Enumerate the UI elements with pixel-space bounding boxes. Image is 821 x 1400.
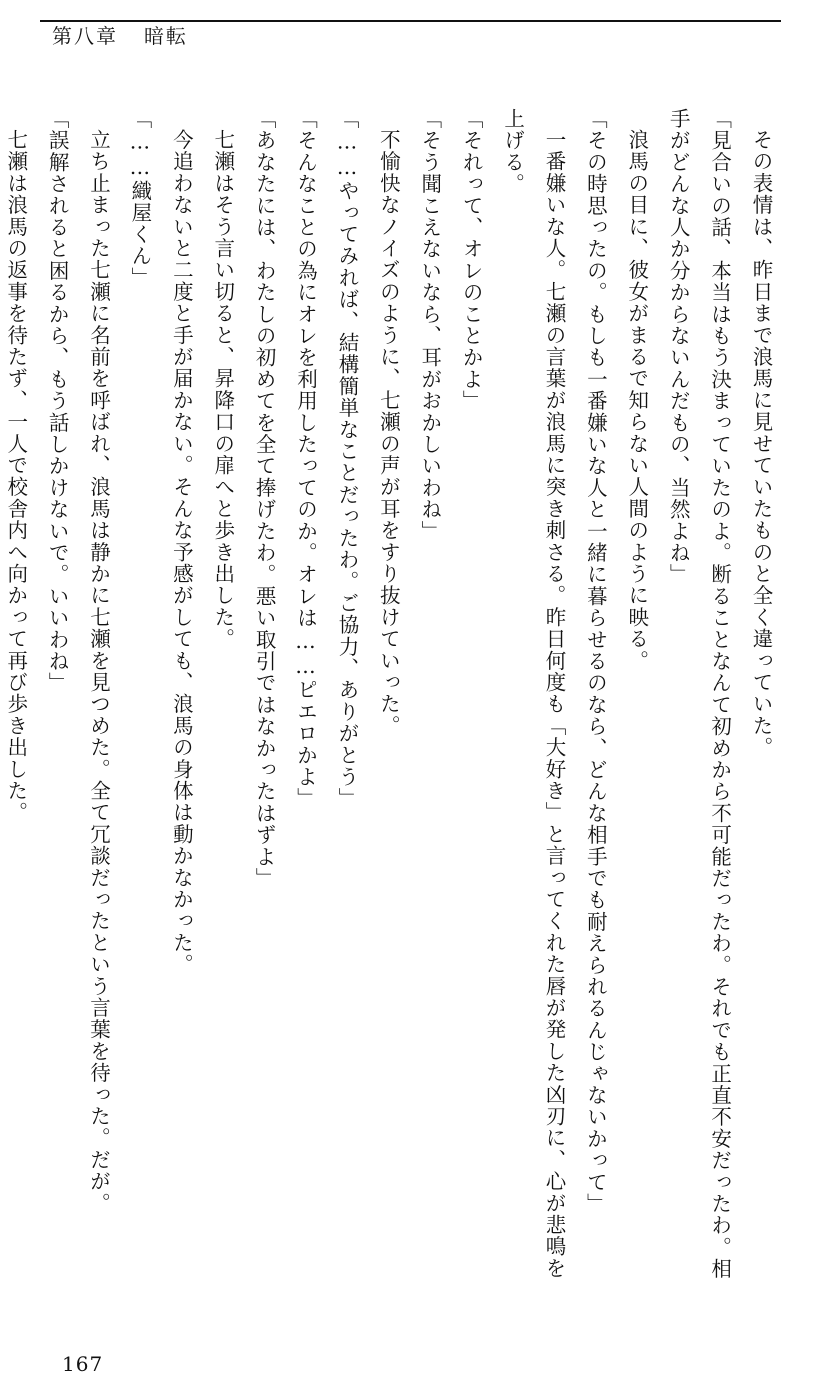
chapter-number: 第八章	[52, 24, 118, 48]
chapter-heading	[52, 24, 188, 48]
body-text	[3, 108, 781, 1298]
chapter-title: 暗転	[144, 24, 188, 48]
paragraph: 「見合いの話、本当はもう決まっていたのよ。断ることなんて初めから不可能だったわ。それでも正直不安だったわ。相手がどんな人か分からないんだもの、当然よね」	[666, 108, 732, 1280]
paragraph: 立ち止まった七瀬に名前を呼ばれ、浪馬は静かに七瀬を見つめた。全て冗談だったという言葉を待った。だが。	[86, 128, 111, 1214]
paragraph: 七瀬は浪馬の返事を待たず、一人で校舎内へ向かって再び歩き出した。	[3, 128, 28, 823]
paragraph: 「あなたには、わたしの初めてを全て捧げたわ。悪い取引ではなかったはずよ」	[252, 108, 277, 890]
paragraph: 今追わないと二度と手が届かない。そんな予感がしても、浪馬の身体は動かなかった。	[169, 128, 194, 975]
header-divider	[40, 20, 781, 22]
paragraph: 「その時思ったの。もしも一番嫌いな人と一緒に暮らせるのなら、どんな相手でも耐えられるんじゃないかって」	[583, 108, 608, 1215]
paragraph: 「そう聞こえないなら、耳がおかしいわね」	[417, 108, 442, 542]
paragraph: 浪馬の目に、彼女がまるで知らない人間のように映る。	[624, 128, 649, 671]
paragraph: 「それって、オレのことかよ」	[459, 108, 484, 412]
paragraph: 「……織屋くん」	[127, 108, 152, 289]
paragraph: 「誤解されると困るから、もう話しかけないで。いいわね」	[45, 108, 70, 694]
paragraph: 七瀬はそう言い切ると、昇降口の扉へと歩き出した。	[210, 128, 235, 650]
page-number: 167	[62, 1352, 104, 1376]
paragraph: 「そんなことの為にオレを利用したってのか。オレは……ピエロかよ」	[293, 108, 318, 810]
paragraph: 一番嫌いな人。七瀬の言葉が浪馬に突き刺さる。昨日何度も「大好き」と言ってくれた唇が発した凶刃に、心が悲鳴を上げる。	[500, 108, 566, 1279]
paragraph: 「……やってみれば、結構簡単なことだったわ。ご協力、ありがとう」	[334, 108, 359, 810]
paragraph: 不愉快なノイズのように、七瀬の声が耳をすり抜けていった。	[376, 128, 401, 737]
paragraph: その表情は、昨日まで浪馬に見せていたものと全く違っていた。	[749, 128, 773, 758]
